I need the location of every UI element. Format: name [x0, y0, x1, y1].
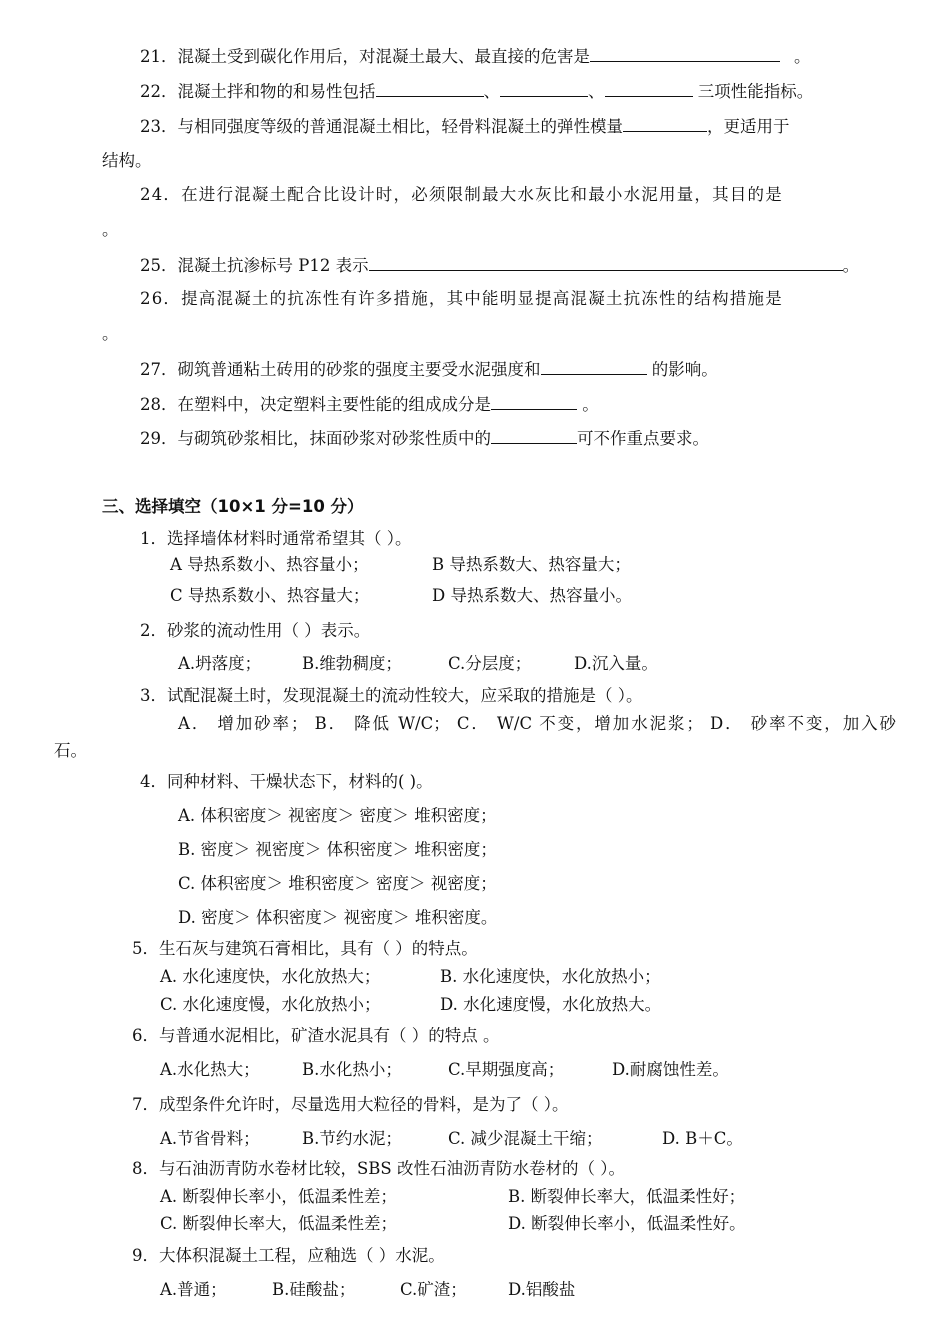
mc-q8-option-a[interactable]: A. 断裂伸长率小，低温柔性差； — [160, 1187, 397, 1206]
q26: 26．提高混凝土的抗冻性有许多措施，其中能明显提高混凝土抗冻性的结构措施是 — [140, 289, 783, 308]
q24-cont: 。 — [102, 220, 119, 239]
q28-blank[interactable] — [491, 393, 577, 410]
mc-q2-stem: 2．砂浆的流动性用（ ）表示。 — [140, 621, 371, 640]
q25: 25．混凝土抗渗标号 P12 表示 。 — [140, 256, 860, 275]
mc-q4-option-b[interactable]: B. 密度＞ 视密度＞ 体积密度＞ 堆积密度； — [178, 840, 497, 859]
mc-q4-option-d[interactable]: D. 密度＞ 体积密度＞ 视密度＞ 堆积密度。 — [178, 908, 498, 927]
mc-q6-option-c[interactable]: C.早期强度高； — [448, 1060, 565, 1079]
mc-q1-option-c[interactable]: C 导热系数小、热容量大； — [170, 586, 370, 605]
q22-blank-3[interactable] — [605, 80, 693, 97]
mc-q9-option-c[interactable]: C.矿渣； — [400, 1280, 467, 1299]
q29-blank[interactable] — [491, 427, 577, 444]
mc-q3-options[interactable]: A． 增加砂率； B． 降低 W/C； C． W/C 不变，增加水泥浆； D． 砂率不变，加入砂 — [178, 714, 896, 733]
mc-q6-stem: 6．与普通水泥相比，矿渣水泥具有（ ）的特点 。 — [132, 1026, 500, 1045]
section3-title: 三、选择填空（10×1 分=10 分） — [102, 497, 364, 516]
mc-q2-option-c[interactable]: C.分层度； — [448, 654, 532, 673]
q21-blank[interactable] — [590, 45, 780, 62]
mc-q8-stem: 8．与石油沥青防水卷材比较，SBS 改性石油沥青防水卷材的（ ）。 — [132, 1159, 625, 1178]
mc-q2-option-d[interactable]: D.沉入量。 — [574, 654, 658, 673]
q22-blank-1[interactable] — [376, 80, 484, 97]
q21: 21．混凝土受到碳化作用后，对混凝土最大、最直接的危害是 。 — [140, 47, 811, 66]
mc-q7-stem: 7．成型条件允许时，尽量选用大粒径的骨料，是为了（ ）。 — [132, 1095, 569, 1114]
q26-cont: 。 — [102, 324, 119, 343]
mc-q9-option-b[interactable]: B.硅酸盐； — [272, 1280, 356, 1299]
q23: 23．与相同强度等级的普通混凝土相比，轻骨料混凝土的弹性模量 ，更适用于 — [140, 117, 790, 136]
mc-q3-cont: 石。 — [54, 741, 87, 760]
q23-cont: 结构。 — [102, 151, 152, 170]
q27-blank[interactable] — [541, 358, 647, 375]
mc-q1-option-a[interactable]: A 导热系数小、热容量小； — [170, 555, 369, 574]
mc-q9-option-d[interactable]: D.铝酸盐 — [508, 1280, 576, 1299]
mc-q6-option-b[interactable]: B.水化热小； — [302, 1060, 402, 1079]
mc-q1-stem: 1．选择墙体材料时通常希望其（ ）。 — [140, 529, 412, 548]
mc-q9-stem: 9．大体积混凝土工程，应釉选（ ）水泥。 — [132, 1246, 445, 1265]
mc-q5-option-c[interactable]: C. 水化速度慢，水化放热小； — [160, 995, 381, 1014]
mc-q4-option-c[interactable]: C. 体积密度＞ 堆积密度＞ 密度＞ 视密度； — [178, 874, 497, 893]
q25-blank[interactable] — [369, 254, 843, 271]
q27: 27．砌筑普通粘土砖用的砂浆的强度主要受水泥强度和 的影响。 — [140, 360, 718, 379]
mc-q8-option-c[interactable]: C. 断裂伸长率大，低温柔性差； — [160, 1214, 398, 1233]
mc-q2-option-b[interactable]: B.维勃稠度； — [302, 654, 402, 673]
mc-q6-option-a[interactable]: A.水化热大； — [160, 1060, 260, 1079]
mc-q7-option-c[interactable]: C. 减少混凝土干缩； — [448, 1129, 603, 1148]
mc-q5-option-a[interactable]: A. 水化速度快，水化放热大； — [160, 967, 381, 986]
q24: 24．在进行混凝土配合比设计时，必须限制最大水灰比和最小水泥用量，其目的是 — [140, 185, 783, 204]
q22-blank-2[interactable] — [500, 80, 588, 97]
q21-text: 21．混凝土受到碳化作用后，对混凝土最大、最直接的危害是 — [140, 47, 590, 66]
q28: 28．在塑料中，决定塑料主要性能的组成成分是 。 — [140, 395, 599, 414]
mc-q3-stem: 3．试配混凝土时，发现混凝土的流动性较大，应采取的措施是（ ）。 — [140, 686, 643, 705]
mc-q7-option-d[interactable]: D. B＋C。 — [662, 1129, 743, 1148]
mc-q1-option-d[interactable]: D 导热系数大、热容量小。 — [432, 586, 632, 605]
mc-q4-option-a[interactable]: A. 体积密度＞ 视密度＞ 密度＞ 堆积密度； — [178, 806, 497, 825]
mc-q6-option-d[interactable]: D.耐腐蚀性差。 — [612, 1060, 729, 1079]
mc-q2-option-a[interactable]: A.坍落度； — [178, 654, 262, 673]
mc-q4-stem: 4．同种材料、干燥状态下，材料的( )。 — [140, 772, 433, 791]
mc-q8-option-d[interactable]: D. 断裂伸长率小，低温柔性好。 — [508, 1214, 746, 1233]
mc-q7-option-a[interactable]: A.节省骨料； — [160, 1129, 260, 1148]
q22: 22．混凝土拌和物的和易性包括 、 、 三项性能指标。 — [140, 82, 814, 101]
mc-q5-stem: 5．生石灰与建筑石膏相比，具有（ ）的特点。 — [132, 939, 478, 958]
mc-q1-option-b[interactable]: B 导热系数大、热容量大； — [432, 555, 631, 574]
mc-q9-option-a[interactable]: A.普通； — [160, 1280, 227, 1299]
mc-q5-option-d[interactable]: D. 水化速度慢，水化放热大。 — [440, 995, 662, 1014]
mc-q8-option-b[interactable]: B. 断裂伸长率大，低温柔性好； — [508, 1187, 746, 1206]
q29: 29．与砌筑砂浆相比，抹面砂浆对砂浆性质中的 可不作重点要求。 — [140, 429, 709, 448]
q23-blank[interactable] — [623, 115, 707, 132]
mc-q7-option-b[interactable]: B.节约水泥； — [302, 1129, 402, 1148]
mc-q5-option-b[interactable]: B. 水化速度快，水化放热小； — [440, 967, 661, 986]
